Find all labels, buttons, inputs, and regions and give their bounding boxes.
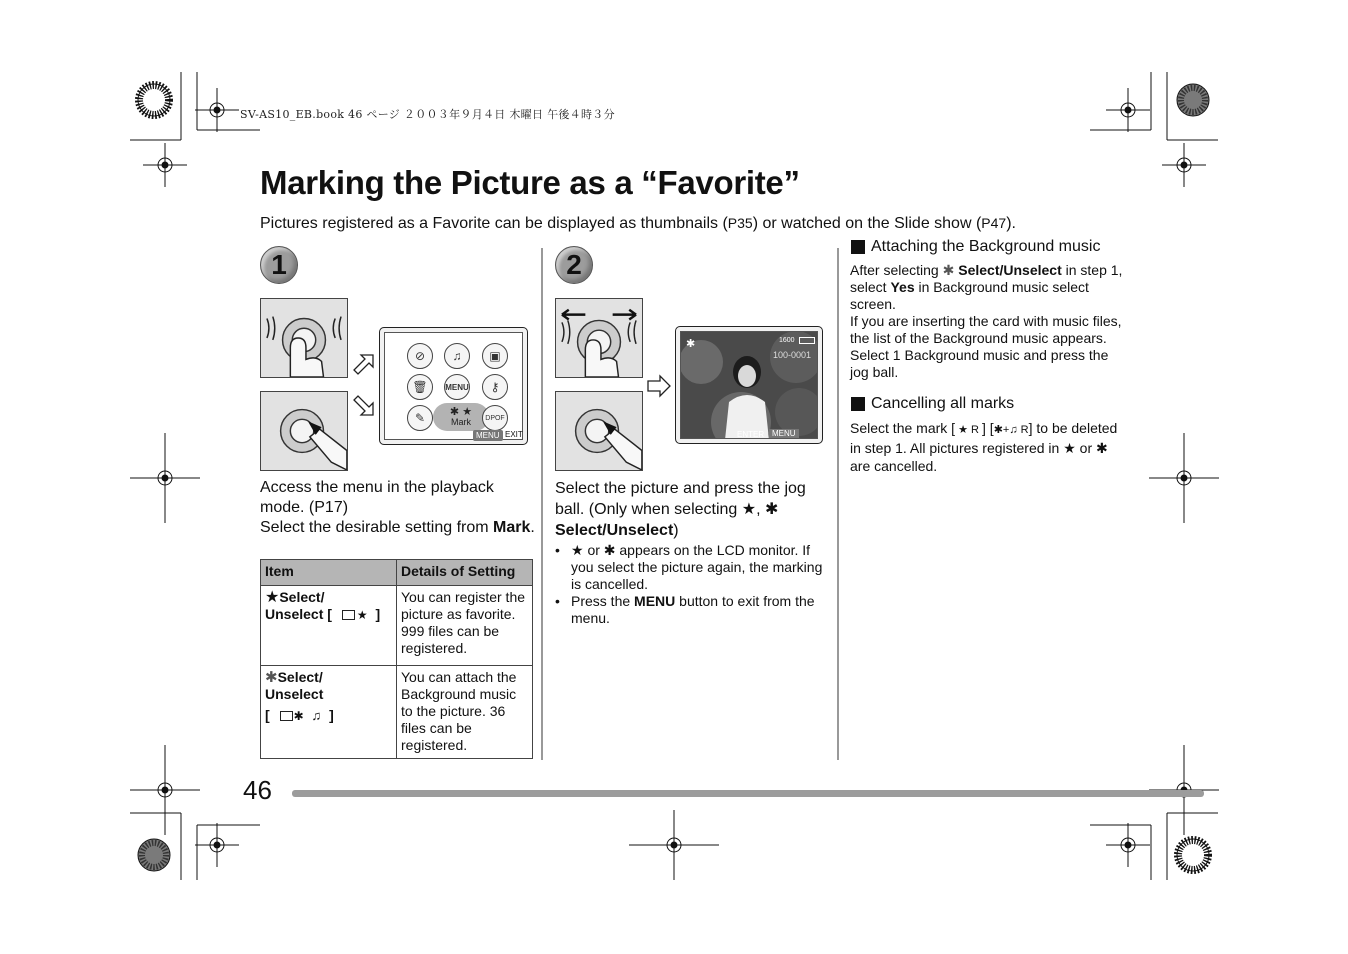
tools-icon: ✎ — [407, 405, 433, 431]
table-row — [261, 666, 533, 759]
music-note-icon: ♫ — [311, 708, 322, 723]
book-print-header: SV-AS10_EB.book 46 ページ ２００３年９月４日 木曜日 午後４時３分 — [240, 108, 615, 121]
music-mark-icon: ✱ — [686, 338, 696, 350]
frame-music-icon — [280, 711, 293, 721]
table-cell-item: ★Select/ Unselect [ ★ ] — [261, 586, 397, 666]
music-slideshow-icon: ♫ — [444, 343, 470, 369]
table-header-item: Item — [261, 560, 397, 586]
table-row — [261, 586, 533, 666]
footer-rule — [292, 790, 1204, 797]
menu-icon: MENU — [444, 374, 470, 400]
table-header-details: Details of Setting — [397, 560, 533, 586]
mark-settings-table — [260, 559, 533, 759]
music-mark-icon: ✱ — [265, 669, 278, 686]
arrow-icon — [350, 392, 376, 418]
star-icon: ★ — [265, 589, 280, 606]
mark-glyphs: ✱ ★ — [449, 406, 473, 418]
file-number: 100-0001 — [773, 350, 812, 360]
table-cell-item: ✱Select/ Unselect [ ✱ ♫ ] — [261, 666, 397, 759]
column-divider-2 — [837, 248, 839, 760]
intro-ref-p35: P35 — [727, 215, 753, 231]
step-1-description — [260, 478, 535, 538]
lcd-menu-label: MENU — [769, 429, 799, 438]
mark-menu-item[interactable] — [433, 403, 489, 431]
background-music-text: After selecting ✱ Select/Unselect in step 1, select Yes in Background music select screen. If you are inserting the card with music files, the list of the Background music appears. Select 1 Background music and press the jog ball. — [850, 262, 1123, 380]
step-2-notes — [555, 542, 830, 627]
square-bullet-icon — [851, 240, 865, 254]
section-heading-cancel-marks: Cancelling all marks — [851, 395, 1014, 413]
intro-text: Pictures registered as a Favorite can be displayed as thumbnails (P35) or watched on the Slide show (P47). — [260, 215, 1016, 232]
portrait-photo — [681, 332, 818, 439]
music-mark-icon: ✱ — [942, 262, 955, 278]
battery-icon — [799, 337, 815, 344]
arrow-right-icon — [646, 374, 672, 398]
lcd-footer-exit: EXIT — [505, 430, 523, 439]
lcd-menu-screen — [379, 327, 528, 445]
jog-ball-push-illustration — [555, 391, 643, 471]
lcd-footer-menu: MENU — [473, 430, 503, 441]
hand-jog-ball-icon — [261, 392, 347, 470]
cancel-marks-text: Select the mark [ ★ R ] [✱+♫ R] to be deleted in step 1. All pictures registered in ★ or ✱ are cancelled. — [850, 420, 1118, 474]
jog-ball-push-illustration — [260, 391, 348, 471]
hand-jog-ball-icon — [261, 299, 347, 377]
lcd-photo-screen — [675, 326, 823, 444]
lcd-menu-display — [384, 332, 523, 440]
list-item: • Press the MENU button to exit from the menu. — [555, 593, 830, 627]
section-heading-background-music: Attaching the Background music — [851, 238, 1100, 256]
display-icon: ▣ — [482, 343, 508, 369]
star-r-mark: ★ R — [955, 424, 983, 436]
jog-ball-tilt-illustration — [555, 298, 643, 378]
lcd-photo-display — [680, 331, 818, 439]
step-1-line-2: Select the desirable setting from Mark. — [260, 519, 535, 536]
favorite-frame-star-icon — [342, 610, 355, 620]
list-item: • ★ or ✱ appears on the LCD monitor. If you select the picture again, the marking is cancelled. — [555, 542, 830, 593]
step-2-badge: 2 — [555, 246, 593, 284]
music-r-mark: ✱+♫ R — [993, 424, 1029, 436]
step-2-line-1: Select the picture and press the jog — [555, 480, 806, 497]
arrow-icon — [350, 352, 376, 378]
jog-ball-press-illustration — [260, 298, 348, 378]
step-2-description — [555, 478, 830, 541]
page-title: Marking the Picture as a “Favorite” — [260, 164, 800, 201]
table-cell-details: You can register the picture as favorite. 999 files can be registered. — [397, 586, 533, 666]
hand-jog-ball-icon — [556, 392, 642, 470]
step-1-line-1: Access the menu in the playback mode. (P17) — [260, 479, 494, 516]
step-2-line-3: Select/Unselect) — [555, 522, 679, 539]
dpof-icon: DPOF — [482, 405, 508, 431]
intro-ref-p47: P47 — [981, 215, 1007, 231]
key-icon: ⚷ — [482, 374, 508, 400]
column-divider-1 — [541, 248, 543, 760]
step-1-badge: 1 — [260, 246, 298, 284]
square-bullet-icon — [851, 397, 865, 411]
table-header-row — [261, 560, 533, 586]
table-cell-details: You can attach the Background music to the picture. 36 files can be registered. — [397, 666, 533, 759]
step-2-line-2: ball. (Only when selecting ★, ✱ — [555, 501, 779, 518]
hand-jog-ball-icon — [556, 299, 642, 377]
star-icon: ★ — [356, 608, 368, 622]
mark-label: Mark — [451, 417, 471, 427]
page-number: 46 — [243, 775, 272, 805]
trash-icon: 🗑 — [407, 374, 433, 400]
protect-icon: ⊘ — [407, 343, 433, 369]
lcd-enter-label: ENTER — [737, 430, 765, 439]
asterisk-icon: ✱ — [293, 709, 304, 723]
image-size-label: 1600 — [779, 337, 795, 344]
